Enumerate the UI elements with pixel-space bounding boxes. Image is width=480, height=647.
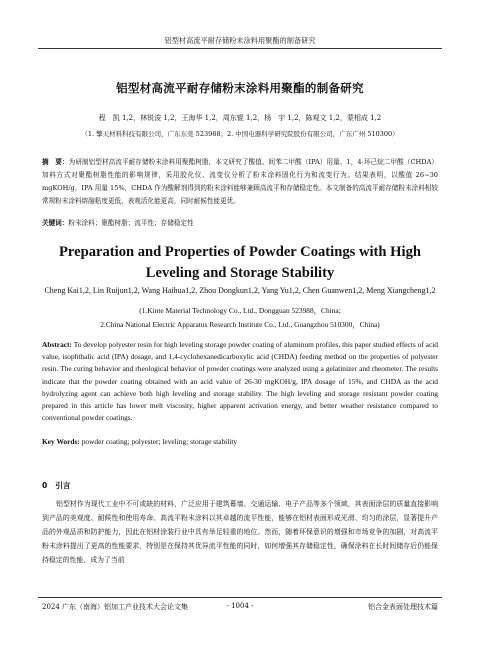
english-authors: Cheng Kai1,2, Lin Ruijun1,2, Wang Haihua1,2, Zhou Dongkun1,2, Yang Yu1,2, Chen Guanwen1,2, Meng Xiangcheng1,2 [44,286,436,295]
footer-rule [38,597,442,598]
english-title: Preparation and Properties of Powder Coatings with High Leveling and Storage Stability [58,244,421,281]
english-abstract [42,339,438,424]
chinese-keywords-text: 粉末涂料；聚酯树脂；流平性；存储稳定性 [68,219,194,227]
english-affiliation-2: 2.China National Electric Apparatus Research Institute Co., Ltd., Guangzhou 510300，China) [100,320,380,329]
english-keywords [42,437,438,446]
chinese-affiliation: （1. 擎天材料科技有限公司，广东东莞 523988；2. 中国电器科学研究院股份有限公司，广东广州 510300） [81,130,399,138]
chinese-keywords [42,217,438,227]
chinese-keywords-label: 关键词： [42,219,69,227]
english-abstract-text: To develop polyester resin for high leveling storage powder coating of aluminum profiles, this paper studied effects of acid value, isophthalic acid (IPA) dosage, and 1,4-cyclohexanedicarboxylic acid (CHDA) feeding method on the properties of polyester resin. The curing behavior and rheological behavior of powder coatings were analyzed using a gelatinizer and rheometer. The results indicate that the powder coating obtained with an acid value of 26-30 mgKOH/g, IPA dosage of 15%, and CHDA as the acid hydrolyzing agent can achieve both high leveling and storage stability. The high leveling and storage resistant powder coating prepared in this article has lower melt viscosity, higher apparent activation energy, and better weather resistance compared to conventional powder coatings. [42,340,438,423]
chinese-abstract-text: 为研制铝型材高流平耐存储粉末涂料用聚酯树脂，本文研究了酸值、间苯二甲酸（IPA）用量、1，4-环己烷二甲酸（CHDA）加料方式对聚酯树脂性能的影响规律，采用胶化仪、流变仪分析了粉末涂料固化行为和流变行为。结果表明，以酸值 26~30 mgKOH/g，IPA 用量 15%，CHDA 作为酸解剂得到的粉末涂料能够兼顾高流平和存储稳定性。本文制备的高流平耐存储粉末涂料相较常规粉末涂料熔融粘度更低、表观活化能更高，同时耐候性能更优。 [42,158,438,205]
chinese-abstract [42,156,438,208]
english-keywords-text: powder coating; polyester; leveling; storage stability [79,437,238,446]
footer-proceedings: 2024 广东（南海）铝加工产业技术大会论文集 [42,603,189,611]
chinese-authors: 程 凯 1,2，林锐浚 1,2，王海华 1,2，周东锟 1,2，杨 宇 1,2，陈观文 1,2，蒙相成 1,2 [98,114,382,122]
chinese-title: 铝型材高流平耐存储粉末涂料用聚酯的制备研究 [116,81,364,95]
english-abstract-label: Abstract: [42,340,72,349]
section-heading [42,480,70,491]
section-number: 0 [42,481,48,490]
chinese-abstract-label: 摘 要： [42,158,69,166]
footer-section: 铝合金表面处理技术篇 [368,603,438,611]
section-title: 引言 [55,481,71,490]
running-header: 铝型材高流平耐存储粉末涂料用聚酯的制备研究 [164,36,316,45]
english-keywords-label: Key Words: [42,437,80,446]
header-rule [38,48,442,49]
english-affiliation-1: (1.Kinte Material Technology Co., Ltd., Dongguan 523988，China; [139,306,341,315]
introduction-paragraph: 铝型材作为现代工业中不可或缺的材料，广泛应用于建筑幕墙、交通运输、电子产品等多个领域，其表面涂层的质量直接影响到产品的美观度、耐候性和使用寿命。高流平粉末涂料以其卓越的流平性能，能够在铝材表面形成光滑、均匀的涂层，显著提升产品的外观品质和防护能力，因此在铝材涂装行业中具有举足轻重的地位。然而，随着环保意识的增强和市场竞争的加剧，对高流平粉末涂料提出了更高的性能要求，特别是在保持其优异流平性能的同时，如何增强其存储稳定性，确保涂料在长时间储存后仍能保持稳定的性能，成为了当前 [42,500,438,565]
page-number: - 1004 - [226,602,254,610]
